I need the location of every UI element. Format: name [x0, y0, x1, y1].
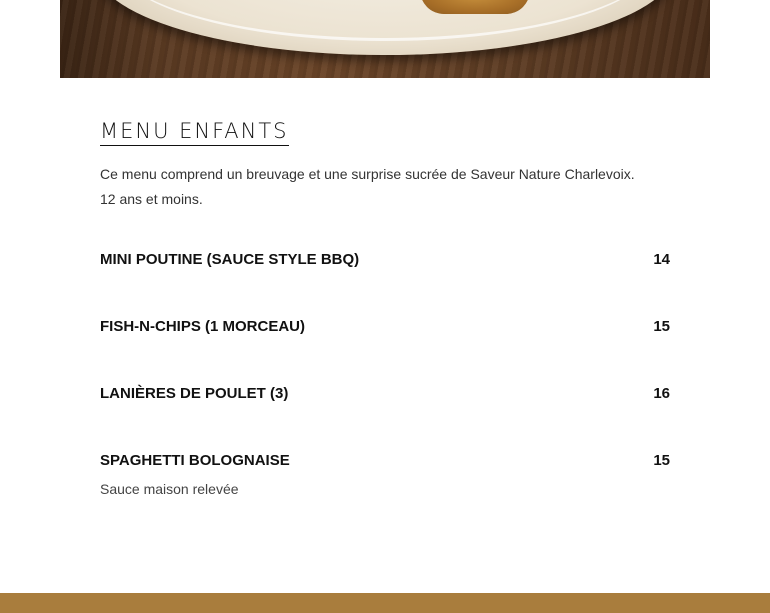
menu-item-name: LANIÈRES DE POULET (3) — [100, 385, 289, 402]
menu-item-name: SPAGHETTI BOLOGNAISE — [100, 452, 290, 469]
menu-item-price: 15 — [653, 452, 670, 469]
footer-bar — [0, 593, 770, 613]
menu-item-description: Sauce maison relevée — [100, 481, 239, 497]
fried-food-image — [420, 0, 530, 14]
hero-food-photo — [60, 0, 710, 78]
intro-text: Ce menu comprend un breuvage et une surprise sucrée de Saveur Nature Charlevoix. — [100, 166, 635, 182]
section-title: MENU ENFANTS — [100, 118, 289, 146]
menu-item-name: MINI POUTINE (SAUCE STYLE BBQ) — [100, 251, 360, 268]
menu-intro — [100, 162, 670, 212]
menu-item-price: 14 — [653, 251, 670, 268]
age-note: 12 ans et moins. — [100, 191, 203, 207]
menu-item-name: FISH-N-CHIPS (1 MORCEAU) — [100, 318, 305, 335]
menu-item-price: 15 — [653, 318, 670, 335]
menu-item-price: 16 — [653, 385, 670, 402]
